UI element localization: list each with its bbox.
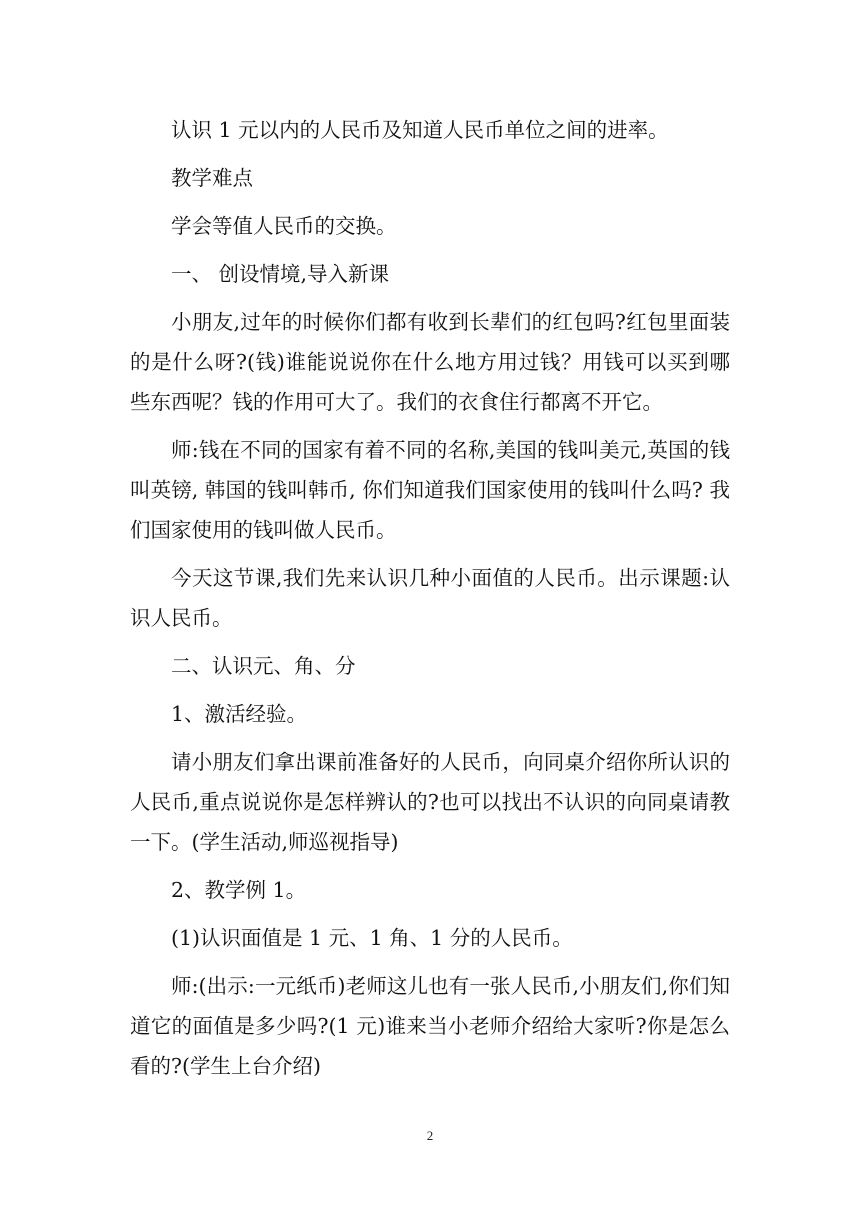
paragraph: (1)认识面值是 1 元、1 角、1 分的人民币。 [171, 926, 573, 950]
page-number: 2 [426, 1128, 434, 1143]
paragraph: 今天这节课,我们先来认识几种小面值的人民币。出示课题:认识人民币。 [130, 566, 730, 630]
paragraph: 师:钱在不同的国家有着不同的名称,美国的钱叫美元,英国的钱叫英镑, 韩国的钱叫韩币, 你们知道我们国家使用的钱叫什么吗? 我们国家使用的钱叫做人民币。 [130, 438, 730, 542]
paragraph: 师:(出示:一元纸币)老师这儿也有一张人民币,小朋友们,你们知道它的面值是多少吗?(1 元)谁来当小老师介绍给大家听?你是怎么看的?(学生上台介绍) [130, 974, 730, 1078]
paragraph: 小朋友,过年的时候你们都有收到长辈们的红包吗?红包里面装的是什么呀?(钱)谁能说说你在什么地方用过钱？用钱可以买到哪些东西呢？钱的作用可大了。我们的衣食住行都离不开它。 [130, 310, 730, 414]
section-heading: 二、认识元、角、分 [171, 654, 356, 678]
paragraph: 学会等值人民币的交换。 [171, 214, 397, 238]
paragraph: 认识 1 元以内的人民币及知道人民币单位之间的进率。 [171, 118, 669, 142]
paragraph: 2、教学例 1。 [171, 878, 307, 902]
paragraph: 1、激活经验。 [171, 702, 308, 726]
document-body [130, 110, 730, 1094]
section-heading: 一、 创设情境,导入新课 [171, 262, 390, 286]
paragraph: 请小朋友们拿出课前准备好的人民币，向同桌介绍你所认识的人民币,重点说说你是怎样辨认的?也可以找出不认识的向同桌请教一下。(学生活动,师巡视指导) [130, 750, 730, 854]
section-heading: 教学难点 [171, 166, 253, 190]
